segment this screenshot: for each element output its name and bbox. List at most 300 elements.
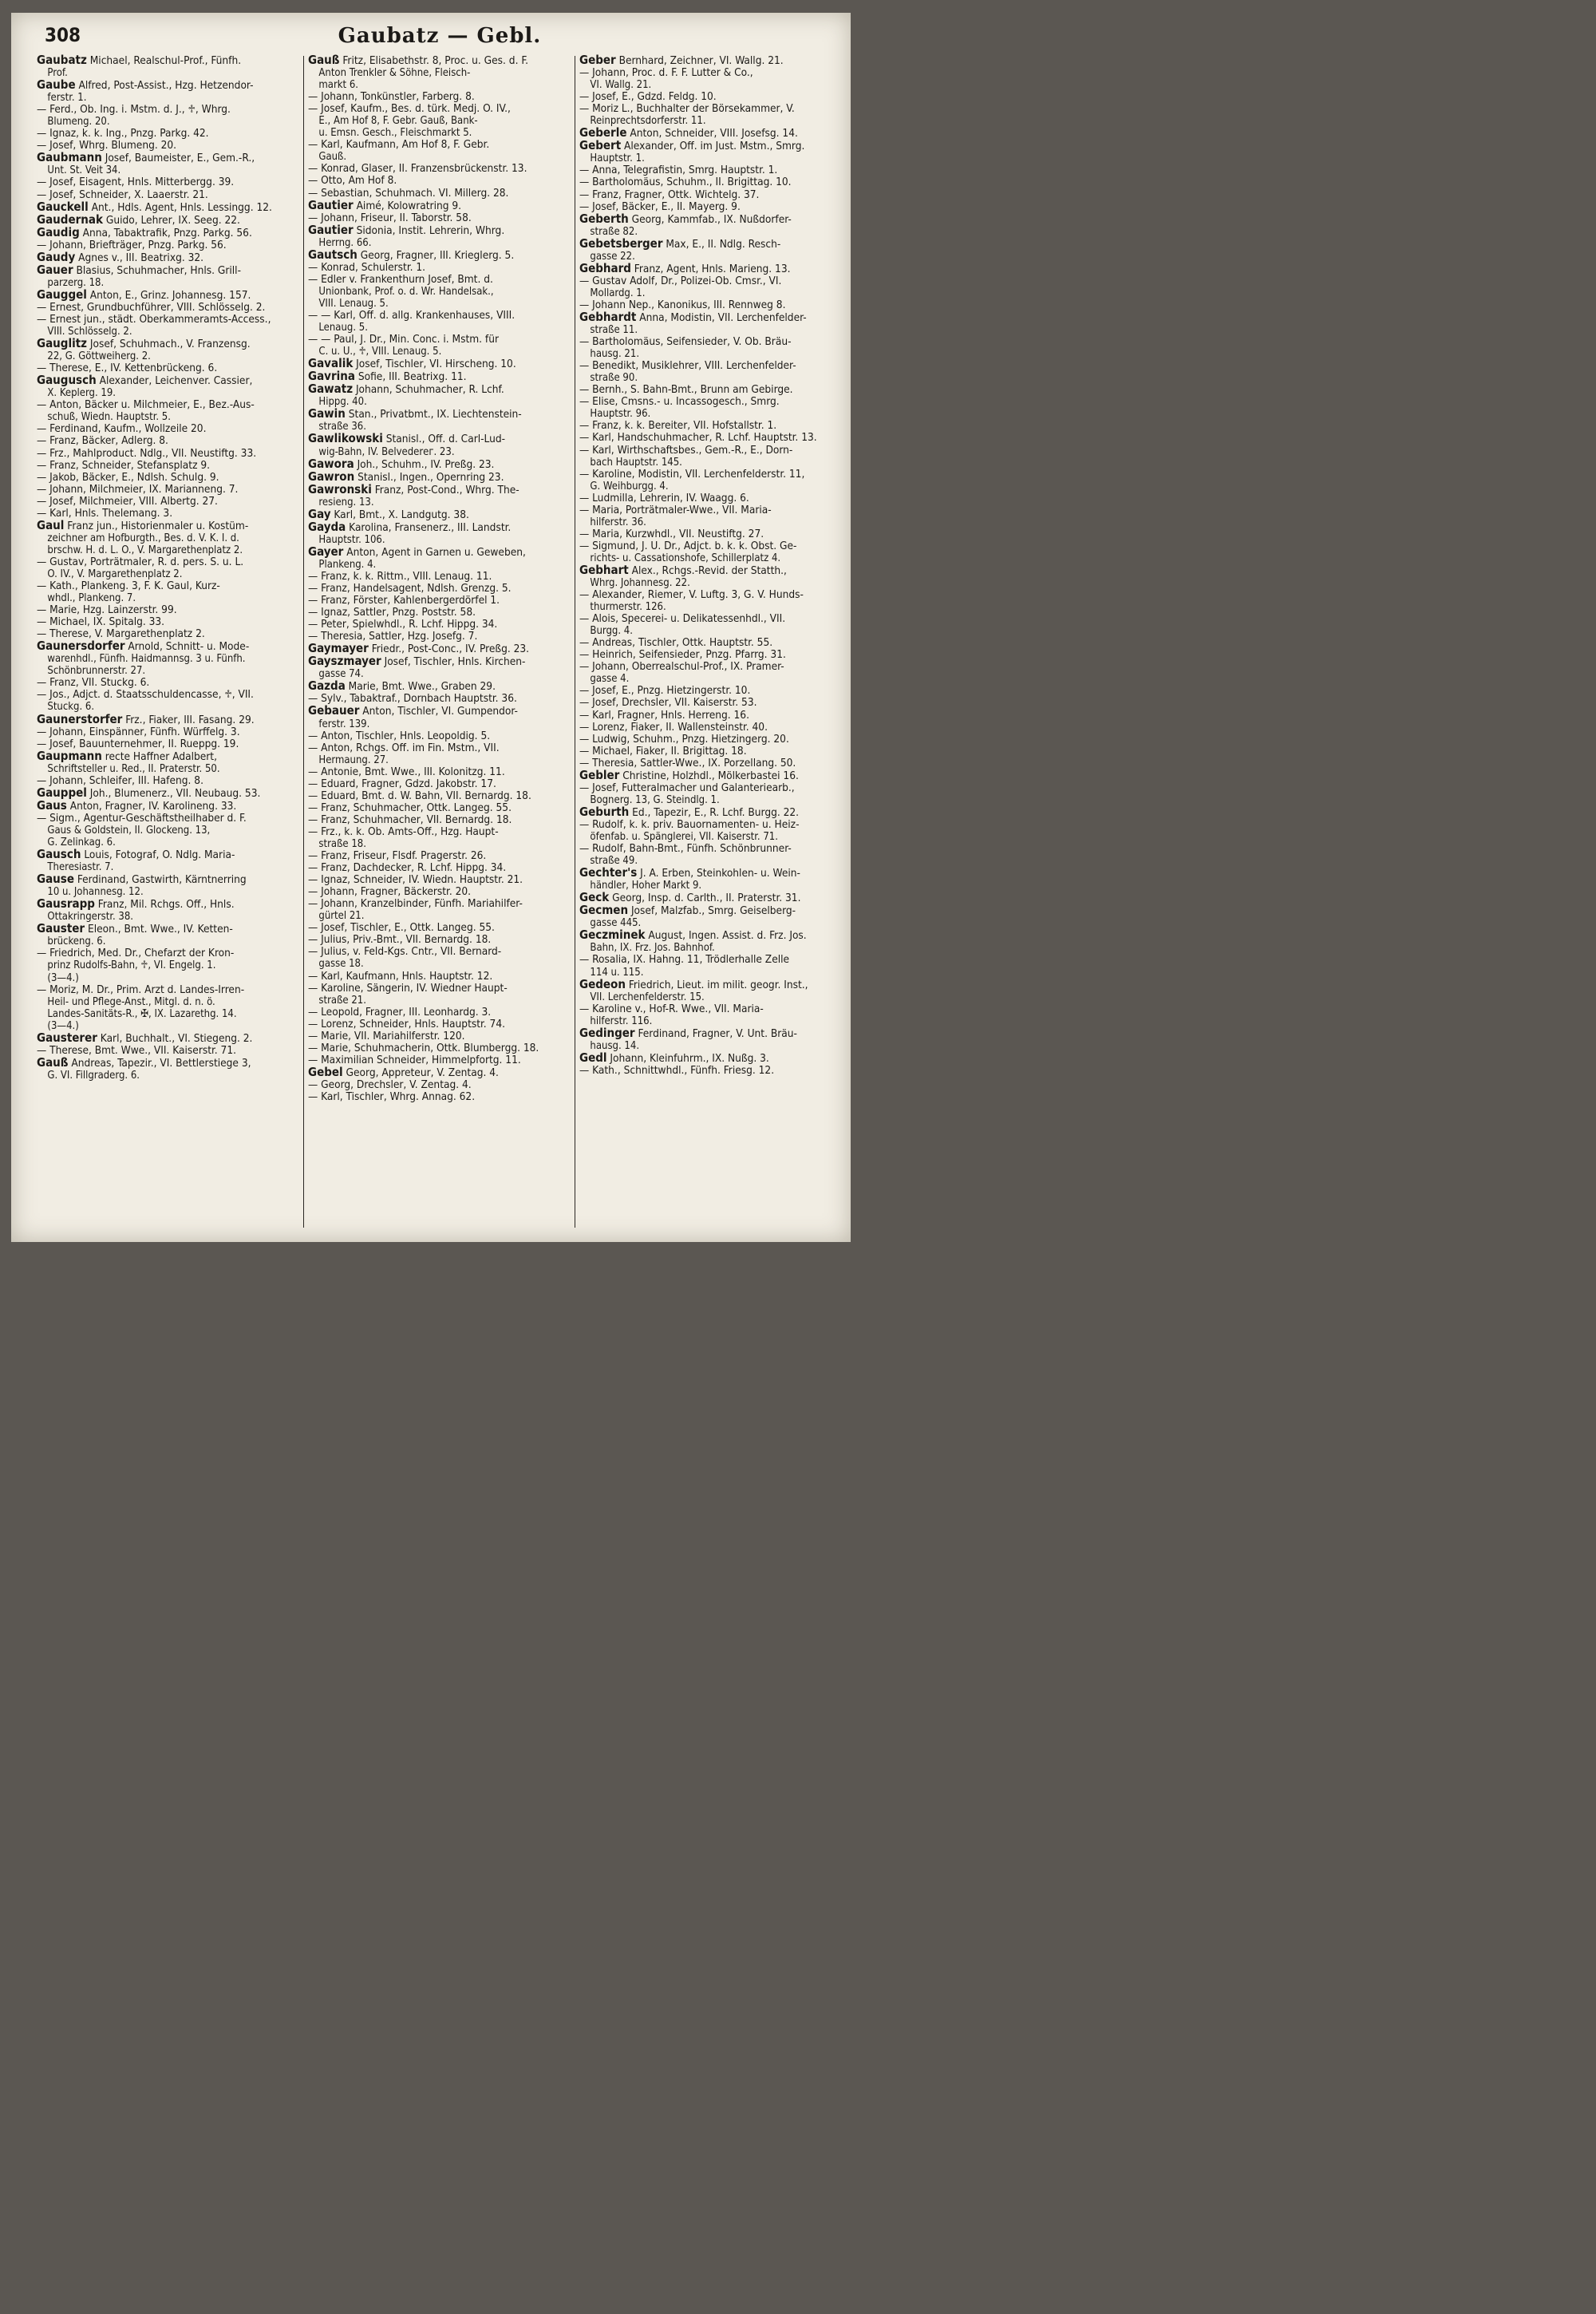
directory-entry	[308, 310, 567, 334]
entry-continuation: Blumeng. 20.	[47, 116, 110, 129]
directory-entry	[37, 227, 295, 239]
directory-entry	[579, 661, 843, 685]
entry-text: — Ignaz, Schneider, IV. Wiedn. Hauptstr. 21.	[308, 874, 523, 887]
entry-text: — Josef, Bauunternehmer, II. Rueppg. 19.	[37, 738, 239, 750]
directory-entry	[308, 742, 567, 766]
entry-text: Franz, Agent, Hnls. Marieng. 13.	[630, 262, 791, 275]
entry-continuation: Anton Trenkler & Söhne, Fleisch-	[318, 67, 471, 80]
directory-entry	[37, 362, 295, 374]
directory-entry	[308, 91, 567, 103]
directory-entry	[579, 746, 843, 757]
directory-entry	[579, 492, 843, 504]
directory-entry	[308, 358, 567, 370]
entry-text: Agnes v., III. Beatrixg. 32.	[75, 251, 204, 264]
entry-continuation: E., Am Hof 8, F. Gebr. Gauß, Bank-	[318, 115, 478, 128]
entry-surname: Gedinger	[579, 1026, 635, 1040]
entry-text: — Rudolf, Bahn-Bmt., Fünfh. Schönbrunner-	[579, 843, 792, 856]
directory-page	[11, 13, 851, 1242]
entry-text: — Bartholomäus, Seifensieder, V. Ob. Bräu-	[579, 336, 792, 349]
entry-text: Karl, Bmt., X. Landgutg. 38.	[330, 508, 469, 521]
entry-text: — Bernh., S. Bahn-Bmt., Brunn am Gebirge.	[579, 384, 793, 397]
entry-surname: Gavalik	[308, 358, 354, 371]
entry-text: Joh., Blumenerz., VII. Neubaug. 53.	[86, 786, 261, 800]
directory-entry	[308, 139, 567, 163]
directory-entry	[579, 1003, 843, 1027]
entry-text: — Johann, Proc. d. F. F. Lutter & Co.,	[579, 67, 753, 80]
entry-text: Michael, Realschul-Prof., Fünfh.	[86, 54, 242, 67]
directory-entry	[579, 504, 843, 528]
entry-text: — Sebastian, Schuhmach. VI. Millerg. 28.	[308, 187, 509, 200]
entry-surname: Gazda	[308, 680, 346, 694]
entry-text: — Julius, Priv.-Bmt., VII. Bernardg. 18.	[308, 934, 492, 947]
entry-text: — Karl, Wirthschaftsbes., Gem.-R., E., Dorn-	[579, 444, 793, 457]
directory-entry	[579, 528, 843, 540]
entry-text: Ferdinand, Fragner, V. Unt. Bräu-	[634, 1026, 797, 1040]
directory-entry	[37, 201, 295, 214]
entry-surname: Gebhard	[579, 262, 631, 275]
entry-continuation: u. Emsn. Gesch., Fleischmarkt 5.	[318, 127, 472, 140]
directory-entry	[308, 1007, 567, 1019]
directory-entry	[308, 521, 567, 546]
directory-entry	[579, 904, 843, 929]
directory-entry	[308, 200, 567, 212]
entry-text: — Karoline v., Hof-R. Wwe., VII. Maria-	[579, 1003, 764, 1015]
entry-text: — Anton, Tischler, Hnls. Leopoldig. 5.	[308, 730, 491, 742]
directory-entry	[579, 1065, 843, 1077]
entry-continuation: händler, Hoher Markt 9.	[590, 880, 702, 892]
directory-entry	[37, 399, 295, 423]
entry-continuation: Schriftsteller u. Red., II. Praterstr. 50.	[47, 762, 220, 775]
entry-text: — Benedikt, Musiklehrer, VIII. Lerchenfelder-	[579, 360, 796, 373]
entry-surname: Geburth	[579, 805, 630, 819]
entry-text: Sidonia, Instit. Lehrerin, Whrg.	[353, 223, 505, 237]
entry-text: Georg, Insp. d. Carlth., II. Praterstr. 31.	[609, 892, 801, 905]
entry-surname: Gecmen	[579, 904, 629, 918]
directory-entry	[579, 769, 843, 782]
directory-entry	[308, 643, 567, 655]
entry-surname: Gaus	[37, 799, 67, 813]
directory-entry	[37, 750, 295, 775]
entry-continuation: ferstr. 1.	[47, 92, 87, 105]
directory-entry	[308, 224, 567, 249]
entry-text: Franz jun., Historienmaler u. Kostüm-	[64, 519, 249, 532]
directory-entry	[37, 775, 295, 787]
directory-entry	[37, 787, 295, 800]
directory-entry	[37, 435, 295, 447]
entry-text: — Heinrich, Seifensieder, Pnzg. Pfarrg. 31.	[579, 649, 786, 662]
entry-continuation: Theresiastr. 7.	[47, 861, 114, 874]
directory-entry	[37, 472, 295, 484]
entry-text: Anton, Tischler, VI. Gumpendor-	[359, 705, 518, 718]
entry-text: — Lorenz, Fiaker, II. Wallensteinstr. 40.	[579, 721, 768, 734]
directory-entry	[579, 164, 843, 176]
entry-continuation: Hauptstr. 96.	[590, 408, 651, 421]
entry-text: — Alois, Specerei- u. Delikatessenhdl., VII.	[579, 613, 786, 626]
entry-surname: Geber	[579, 54, 616, 67]
entry-text: Karolina, Fransenerz., III. Landstr.	[346, 520, 512, 534]
entry-text: — Sigm., Agentur-Geschäftstheilhaber d. F.	[37, 812, 247, 825]
entry-text: — Josef, Schneider, X. Laaerstr. 21.	[37, 188, 208, 201]
entry-surname: Gause	[37, 873, 74, 887]
entry-surname: Gautier	[308, 199, 354, 212]
directory-entry	[308, 766, 567, 778]
entry-text: — Friedrich, Med. Dr., Chefarzt der Kron-	[37, 947, 235, 960]
entry-text: — Johann, Fragner, Bäckerstr. 20.	[308, 886, 472, 899]
directory-entry	[579, 299, 843, 311]
directory-entry	[308, 607, 567, 619]
directory-entry	[579, 91, 843, 103]
entry-text: — Franz, Fragner, Ottk. Wichtelg. 37.	[579, 188, 760, 201]
entry-text: — Josef, Drechsler, VII. Kaiserstr. 53.	[579, 697, 757, 710]
entry-continuation: Gaus & Goldstein, II. Glockeng. 13,	[47, 824, 211, 837]
entry-continuation: straße 82.	[590, 225, 638, 238]
entry-text: Josef, Tischler, Hnls. Kirchen-	[381, 655, 526, 669]
entry-text: — Moriz, M. Dr., Prim. Arzt d. Landes-Irren-	[37, 983, 245, 996]
entry-text: Ant., Hdls. Agent, Hnls. Lessingg. 12.	[88, 200, 272, 214]
entry-continuation: VIII. Lenaug. 5.	[318, 297, 389, 310]
entry-text: — Ignaz, k. k. Ing., Pnzg. Parkg. 42.	[37, 128, 209, 140]
directory-entry	[37, 264, 295, 289]
entry-surname: Gaudernak	[37, 213, 103, 227]
entry-continuation: VIII. Schlösselg. 2.	[47, 326, 132, 338]
directory-entry	[37, 689, 295, 713]
entry-continuation: resieng. 13.	[318, 496, 374, 508]
entry-text: — Franz, Handelsagent, Ndlsh. Grenzg. 5.	[308, 583, 512, 595]
entry-surname: Gebhardt	[579, 311, 637, 324]
entry-continuation: schuß, Wiedn. Hauptstr. 5.	[47, 411, 171, 424]
entry-text: Frz., Fiaker, III. Fasang. 29.	[122, 713, 255, 726]
entry-text: — Franz, k. k. Bereiter, VII. Hofstallstr. 1.	[579, 420, 777, 433]
entry-continuation: hausg. 14.	[590, 1039, 640, 1052]
entry-text: — Gustav Adolf, Dr., Polizei-Ob. Cmsr., VI.	[579, 275, 782, 287]
directory-entry	[37, 374, 295, 399]
entry-text: Arnold, Schnitt- u. Mode-	[124, 640, 250, 654]
directory-entry	[37, 54, 295, 79]
entry-text: Friedr., Post-Conc., IV. Preßg. 23.	[368, 643, 530, 656]
directory-entry	[308, 334, 567, 358]
directory-entry	[308, 862, 567, 874]
directory-entry	[579, 420, 843, 432]
entry-text: — Ludmilla, Lehrerin, IV. Waagg. 6.	[579, 492, 749, 504]
directory-entry	[37, 314, 295, 338]
directory-entry	[579, 360, 843, 384]
directory-entry	[37, 726, 295, 738]
directory-entry	[308, 408, 567, 433]
entry-text: Anna, Modistin, VII. Lerchenfelder-	[636, 311, 807, 324]
entry-continuation: warenhdl., Fünfh. Haidmannsg. 3 u. Fünfh.	[47, 653, 246, 666]
entry-text: Friedrich, Lieut. im milit. geogr. Inst.,	[625, 978, 808, 991]
directory-entry	[579, 54, 843, 67]
entry-text: — Franz, VII. Stuckg. 6.	[37, 677, 150, 690]
column-divider-left	[303, 56, 304, 1228]
directory-column-2	[308, 54, 567, 1103]
entry-text: — Therese, E., IV. Kettenbrückeng. 6.	[37, 362, 218, 375]
entry-text: — Konrad, Glaser, II. Franzensbrückenstr. 13.	[308, 163, 527, 176]
entry-continuation: 114 u. 115.	[590, 966, 644, 979]
entry-text: — Johann, Tonkünstler, Farberg. 8.	[308, 91, 475, 104]
directory-entry	[579, 432, 843, 444]
directory-entry	[579, 734, 843, 746]
directory-entry	[37, 873, 295, 898]
entry-surname: Gaugusch	[37, 374, 97, 388]
directory-entry	[579, 311, 843, 336]
entry-continuation: gasse 74.	[318, 668, 364, 681]
entry-text: — Kath., Schnittwhdl., Fünfh. Friesg. 12.	[579, 1064, 775, 1077]
entry-surname: Gebert	[579, 140, 622, 153]
entry-continuation: Mollardg. 1.	[590, 287, 646, 299]
entry-text: — Johann Nep., Kanonikus, III. Rennweg 8.	[579, 299, 786, 311]
directory-entry	[308, 175, 567, 187]
entry-text: — Bartholomäus, Schuhm., II. Brigittag. 10.	[579, 176, 792, 189]
entry-text: Anton, E., Grinz. Johannesg. 157.	[86, 288, 251, 302]
entry-continuation: Herrng. 66.	[318, 236, 372, 249]
entry-text: — Franz, Schuhmacher, Ottk. Langeg. 55.	[308, 801, 512, 814]
page-header	[45, 24, 835, 53]
entry-continuation: öfenfab. u. Spänglerei, VII. Kaiserstr. 71.	[590, 831, 778, 843]
entry-surname: Gaube	[37, 79, 76, 93]
entry-continuation: (3—4.)	[47, 1019, 79, 1032]
directory-entry	[308, 212, 567, 224]
entry-text: — Karl, Kaufmann, Hnls. Hauptstr. 12.	[308, 970, 493, 983]
directory-entry	[579, 140, 843, 164]
directory-entry	[579, 843, 843, 867]
entry-surname: Gausrapp	[37, 898, 95, 912]
entry-text: — Gustav, Porträtmaler, R. d. pers. S. u. L.	[37, 556, 244, 568]
entry-continuation: VI. Wallg. 21.	[590, 79, 652, 92]
directory-entry	[37, 1057, 295, 1082]
entry-surname: Gebler	[579, 769, 620, 782]
directory-entry	[308, 103, 567, 139]
entry-text: — Theresia, Sattler-Wwe., IX. Porzellang. 50.	[579, 757, 796, 769]
directory-entry	[308, 1054, 567, 1066]
entry-text: — — Paul, J. Dr., Min. Conc. i. Mstm. für	[308, 334, 499, 346]
entry-text: Joh., Schuhm., IV. Preßg. 23.	[354, 457, 495, 471]
entry-text: — Therese, V. Margarethenplatz 2.	[37, 628, 205, 641]
entry-continuation: Reinprechtsdorferstr. 11.	[590, 115, 706, 128]
entry-continuation: thurmerstr. 126.	[590, 601, 666, 614]
directory-entry	[308, 680, 567, 693]
entry-text: — Michael, Fiaker, II. Brigittag. 18.	[579, 745, 747, 757]
directory-entry	[37, 302, 295, 314]
entry-text: — Sigmund, J. U. Dr., Adjct. b. k. k. Obst. Ge-	[579, 540, 797, 552]
entry-text: Marie, Bmt. Wwe., Graben 29.	[345, 680, 496, 694]
entry-text: — Edler v. Frankenthurn Josef, Bmt. d.	[308, 273, 493, 286]
entry-text: Max, E., II. Ndlg. Resch-	[662, 237, 781, 251]
directory-entry	[308, 922, 567, 934]
entry-text: Johann, Kleinfuhrm., IX. Nußg. 3.	[606, 1051, 769, 1065]
entry-text: — Franz, Schneider, Stefansplatz 9.	[37, 459, 211, 472]
entry-continuation: Plankeng. 4.	[318, 558, 377, 571]
entry-continuation: G. Zelinkag. 6.	[47, 837, 116, 848]
entry-text: — Maria, Kurzwhdl., VII. Neustiftg. 27.	[579, 528, 764, 540]
entry-text: — Elise, Cmsns.- u. Incassogesch., Smrg.	[579, 396, 780, 409]
entry-text: — Moriz L., Buchhalter der Börsekammer, V.	[579, 103, 795, 116]
entry-continuation: parzerg. 18.	[47, 276, 105, 289]
directory-entry	[579, 469, 843, 492]
directory-entry	[37, 898, 295, 923]
entry-surname: Gaunersdorfer	[37, 640, 125, 654]
entry-text: Fritz, Elisabethstr. 8, Proc. u. Ges. d. F.	[339, 54, 529, 67]
entry-text: — Antonie, Bmt. Wwe., III. Kolonitzg. 11.	[308, 765, 505, 778]
entry-text: — Ferd., Ob. Ing. i. Mstm. d. J., ♱, Whrg.	[37, 104, 231, 117]
directory-entry	[308, 619, 567, 631]
entry-continuation: hilferstr. 36.	[590, 516, 646, 528]
directory-entry	[579, 263, 843, 275]
entry-surname: Gausch	[37, 848, 81, 862]
directory-entry	[579, 685, 843, 697]
directory-entry	[579, 806, 843, 819]
entry-text: — Sylv., Tabaktraf., Dornbach Hauptstr. 36.	[308, 693, 517, 706]
entry-text: — Ferdinand, Kaufm., Wollzeile 20.	[37, 423, 207, 436]
directory-entry	[37, 496, 295, 508]
entry-text: — Johann, Briefträger, Pnzg. Parkg. 56.	[37, 239, 227, 251]
directory-entry	[308, 1019, 567, 1030]
entry-text: recte Haffner Adalbert,	[101, 750, 217, 763]
directory-entry	[37, 520, 295, 556]
entry-text: — Ernest, Grundbuchführer, VIII. Schlösselg. 2.	[37, 301, 266, 314]
entry-surname: Gaul	[37, 519, 65, 532]
entry-continuation: hilferstr. 116.	[590, 1015, 653, 1027]
entry-text: Alfred, Post-Assist., Hzg. Hetzendor-	[75, 79, 254, 93]
entry-text: J. A. Erben, Steinkohlen- u. Wein-	[637, 867, 800, 880]
directory-entry	[579, 103, 843, 127]
entry-text: Blasius, Schuhmacher, Hnls. Grill-	[73, 263, 241, 277]
entry-text: — Konrad, Schulerstr. 1.	[308, 261, 426, 274]
directory-entry	[308, 826, 567, 850]
entry-text: Stanisl., Ingen., Opernring 23.	[354, 470, 504, 484]
entry-surname: Gauckell	[37, 200, 89, 214]
entry-text: — Josef, Whrg. Blumeng. 20.	[37, 140, 177, 152]
entry-surname: Gauglitz	[37, 338, 87, 351]
entry-continuation: straße 36.	[318, 421, 366, 433]
entry-text: — Frz., Mahlproduct. Ndlg., VII. Neustiftg. 33.	[37, 447, 257, 460]
directory-entry	[37, 616, 295, 628]
directory-entry	[308, 631, 567, 643]
entry-text: — Johann, Milchmeier, IX. Marianneng. 7.	[37, 483, 239, 496]
entry-continuation: ferstr. 139.	[318, 718, 370, 730]
directory-entry	[37, 556, 295, 580]
entry-surname: Gechter's	[579, 867, 638, 880]
directory-entry	[37, 1032, 295, 1045]
entry-text: — Johann, Einspänner, Fünfh. Würffelg. 3.	[37, 726, 240, 738]
directory-entry	[308, 433, 567, 457]
entry-text: Alexander, Off. im Just. Mstm., Smrg.	[621, 140, 805, 153]
directory-entry	[308, 814, 567, 826]
entry-text: Eleon., Bmt. Wwe., IV. Ketten-	[85, 923, 233, 936]
directory-entry	[37, 604, 295, 616]
directory-entry	[308, 508, 567, 521]
entry-text: Andreas, Tapezir., VI. Bettlerstiege 3,	[68, 1056, 251, 1070]
directory-entry	[37, 214, 295, 227]
directory-entry	[579, 722, 843, 734]
entry-continuation: bach Hauptstr. 145.	[590, 456, 682, 469]
entry-text: — Johann, Oberrealschul-Prof., IX. Pramer-	[579, 661, 784, 674]
directory-entry	[579, 867, 843, 892]
directory-entry	[37, 580, 295, 604]
entry-continuation: O. IV., V. Margarethenplatz 2.	[47, 568, 183, 580]
directory-entry	[308, 1079, 567, 1091]
entry-text: Anton, Fragner, IV. Karolineng. 33.	[66, 799, 237, 813]
directory-entry	[308, 874, 567, 886]
entry-text: — Josef, Kaufm., Bes. d. türk. Medj. O. IV.,	[308, 103, 511, 116]
directory-entry	[579, 782, 843, 806]
entry-text: — Franz, Förster, Kahlenbergerdörfel 1.	[308, 595, 500, 607]
directory-entry	[308, 971, 567, 983]
entry-surname: Gebel	[308, 1066, 343, 1079]
entry-text: — Karl, Tischler, Whrg. Annag. 62.	[308, 1090, 476, 1103]
directory-entry	[308, 655, 567, 680]
directory-entry	[308, 898, 567, 922]
directory-entry	[308, 546, 567, 571]
directory-entry	[37, 738, 295, 750]
directory-entry	[308, 946, 567, 970]
directory-entry	[308, 583, 567, 595]
entry-surname: Gebauer	[308, 705, 360, 718]
directory-entry	[308, 802, 567, 814]
entry-text: — Franz, Dachdecker, R. Lchf. Hippg. 34.	[308, 862, 507, 875]
entry-continuation: gasse 445.	[590, 917, 642, 930]
directory-entry	[579, 445, 843, 469]
directory-entry	[37, 848, 295, 873]
entry-continuation: gasse 22.	[590, 250, 635, 263]
entry-surname: Gaymayer	[308, 643, 369, 656]
entry-text: August, Ingen. Assist. d. Frz. Jos.	[645, 929, 807, 943]
entry-continuation: Ottakringerstr. 38.	[47, 911, 134, 924]
entry-continuation: G. Weihburgg. 4.	[590, 480, 669, 492]
entry-continuation: brückeng. 6.	[47, 935, 106, 948]
entry-surname: Gedl	[579, 1051, 607, 1065]
entry-continuation: straße 11.	[590, 324, 638, 337]
entry-text: — Marie, Hzg. Lainzerstr. 99.	[37, 604, 177, 617]
entry-surname: Gautsch	[308, 248, 358, 262]
entry-surname: Gawin	[308, 408, 346, 421]
directory-entry	[579, 589, 843, 613]
entry-continuation: prinz Rudolfs-Bahn, ♱, VI. Engelg. 1.	[47, 959, 216, 972]
entry-surname: Gayer	[308, 545, 344, 559]
directory-entry	[37, 239, 295, 251]
directory-entry	[579, 1027, 843, 1052]
entry-text: — Karl, Handschuhmacher, R. Lchf. Hauptstr. 13.	[579, 432, 817, 445]
entry-surname: Gauß	[308, 54, 340, 67]
entry-text: Guido, Lehrer, IX. Seeg. 22.	[102, 213, 240, 227]
directory-entry	[579, 649, 843, 661]
directory-entry	[579, 336, 843, 360]
entry-surname: Gavrina	[308, 370, 355, 384]
directory-entry	[579, 929, 843, 954]
directory-entry	[308, 370, 567, 383]
entry-text: Christine, Holzhdl., Mölkerbastei 16.	[619, 769, 799, 782]
entry-text: — Rosalia, IX. Hahng. 11, Trödlerhalle Zelle	[579, 954, 790, 967]
entry-text: — Andreas, Tischler, Ottk. Hauptstr. 55.	[579, 637, 773, 650]
directory-entry	[308, 1091, 567, 1103]
directory-entry	[37, 128, 295, 140]
directory-entry	[37, 1045, 295, 1057]
entry-surname: Geberle	[579, 127, 627, 140]
directory-entry	[308, 262, 567, 274]
directory-entry	[37, 628, 295, 640]
entry-text: — Alexander, Riemer, V. Luftg. 3, G. V. Hunds-	[579, 589, 804, 602]
entry-continuation: Whrg. Johannesg. 22.	[590, 577, 690, 590]
entry-text: — Therese, Bmt. Wwe., VII. Kaiserstr. 71.	[37, 1044, 236, 1057]
entry-text: — Anton, Bäcker u. Milchmeier, E., Bez.-Aus-	[37, 399, 255, 412]
directory-column-3	[579, 54, 843, 1077]
entry-continuation: Gauß.	[318, 151, 347, 164]
entry-surname: Gayszmayer	[308, 655, 381, 669]
entry-text: — Josef, Milchmeier, VIII. Albertg. 27.	[37, 495, 218, 508]
entry-text: Louis, Fotograf, O. Ndlg. Maria-	[81, 848, 235, 862]
directory-entry	[308, 1030, 567, 1042]
directory-entry	[579, 238, 843, 263]
